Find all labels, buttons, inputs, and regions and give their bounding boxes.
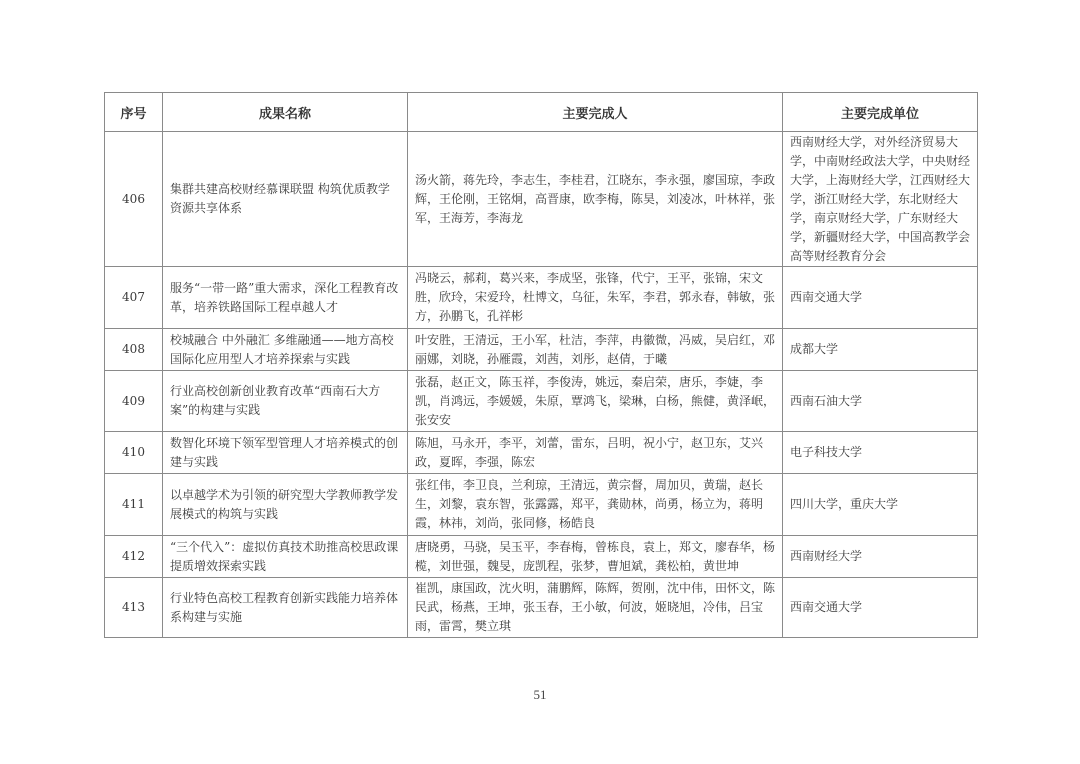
row-units: 四川大学，重庆大学 <box>783 474 978 536</box>
page-number: 51 <box>533 687 547 702</box>
row-name: 行业高校创新创业教育改革“西南石大方案”的构建与实践 <box>163 371 408 432</box>
row-units: 电子科技大学 <box>783 432 978 474</box>
row-name: 集群共建高校财经慕课联盟 构筑优质教学资源共享体系 <box>163 132 408 267</box>
table-row <box>105 474 978 536</box>
row-units: 成都大学 <box>783 329 978 371</box>
achievements-table <box>104 92 978 638</box>
table-row <box>105 371 978 432</box>
row-units: 西南财经大学，对外经济贸易大学，中南财经政法大学，中央财经大学，上海财经大学，江西财经大学，浙江财经大学，东北财经大学，南京财经大学，广东财经大学，新疆财经大学，中国高教学会高等财经教育分会 <box>783 132 978 267</box>
row-name: 以卓越学术为引领的研究型大学教师教学发展模式的构筑与实践 <box>163 474 408 536</box>
table-row <box>105 432 978 474</box>
row-seq: 412 <box>105 536 163 578</box>
row-units: 西南财经大学 <box>783 536 978 578</box>
row-seq: 407 <box>105 267 163 329</box>
row-people: 陈旭，马永开，李平，刘蕾，雷东，吕明，祝小宁，赵卫东，艾兴政，夏晖，李强，陈宏 <box>408 432 783 474</box>
row-units: 西南交通大学 <box>783 267 978 329</box>
row-name: “三个代入”：虚拟仿真技术助推高校思政课提质增效探索实践 <box>163 536 408 578</box>
row-name: 数智化环境下领军型管理人才培养模式的创建与实践 <box>163 432 408 474</box>
header-name: 成果名称 <box>163 93 408 132</box>
row-seq: 406 <box>105 132 163 267</box>
row-people: 汤火箭，蒋先玲，李志生，李桂君，江晓东，李永强，廖国琼，李政辉，王伦刚，王铭炯，高晋康，欧李梅，陈昊，刘凌冰，叶林祥，张军，王海芳，李海龙 <box>408 132 783 267</box>
row-people: 唐晓勇，马骁，吴玉平，李春梅，曾栋良，袁上，郑文，廖春华，杨榄，刘世强，魏旻，庞凯程，张梦，曹旭斌，龚松柏，黄世坤 <box>408 536 783 578</box>
header-units: 主要完成单位 <box>783 93 978 132</box>
row-seq: 411 <box>105 474 163 536</box>
header-seq: 序号 <box>105 93 163 132</box>
row-name: 服务“一带一路”重大需求，深化工程教育改革，培养铁路国际工程卓越人才 <box>163 267 408 329</box>
row-seq: 410 <box>105 432 163 474</box>
row-people: 崔凯，康国政，沈火明，蒲鹏辉，陈辉，贺刚，沈中伟，田怀文，陈民武，杨燕，王坤，张玉春，王小敏，何波，姬晓旭，冷伟，吕宝雨，雷霄，樊立琪 <box>408 578 783 638</box>
row-people: 张磊，赵正文，陈玉祥，李俊涛，姚远，秦启荣，唐乐，李婕，李凯，肖鸿远，李媛媛，朱原，覃鸿飞，梁琳，白杨，熊健，黄泽岷，张安安 <box>408 371 783 432</box>
row-seq: 409 <box>105 371 163 432</box>
row-people: 冯晓云，郝莉，葛兴来，李成坚，张锋，代宁，王平，张锦，宋文胜，欣玲，宋爱玲，杜博文，乌征，朱军，李君，郭永春，韩敏，张方，孙鹏飞，孔祥彬 <box>408 267 783 329</box>
row-units: 西南石油大学 <box>783 371 978 432</box>
row-seq: 413 <box>105 578 163 638</box>
table-row <box>105 536 978 578</box>
table-row <box>105 578 978 638</box>
row-people: 张红伟，李卫良，兰利琼，王清远，黄宗督，周加贝，黄瑞，赵长生，刘黎，袁东智，张露露，郑平，龚勋林，尚勇，杨立为，蒋明霞，林祎，刘尚，张同修，杨皓良 <box>408 474 783 536</box>
header-people: 主要完成人 <box>408 93 783 132</box>
row-units: 西南交通大学 <box>783 578 978 638</box>
row-people: 叶安胜，王清远，王小军，杜洁，李萍，冉徽微，冯威，吴启红，邓丽娜，刘晓，孙雁霞，刘茜，刘彤，赵倩，于曦 <box>408 329 783 371</box>
row-seq: 408 <box>105 329 163 371</box>
row-name: 校城融合 中外融汇 多维融通——地方高校国际化应用型人才培养探索与实践 <box>163 329 408 371</box>
table-row <box>105 267 978 329</box>
table-row <box>105 132 978 267</box>
table-row <box>105 329 978 371</box>
table-header-row <box>105 93 978 132</box>
row-name: 行业特色高校工程教育创新实践能力培养体系构建与实施 <box>163 578 408 638</box>
